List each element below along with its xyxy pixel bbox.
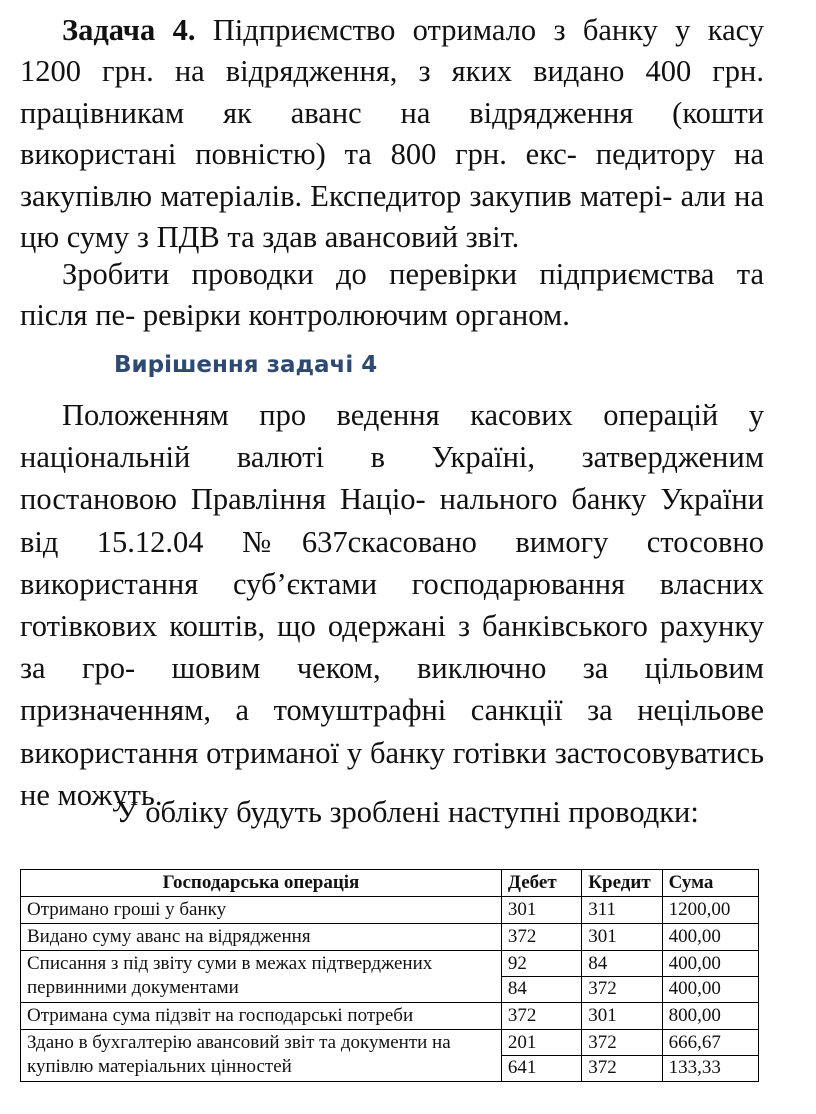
operation-cell: Списання з під звіту суми в межах підтверджених первинними документами [21,951,502,1003]
credit-cell [582,951,662,1003]
header-operation: Господарська операція [21,870,502,897]
amount-value: 400,00 [663,976,758,1001]
debit-cell: 372 [501,1003,581,1030]
operation-cell: Отримана сума підзвіт на господарські потреби [21,1003,502,1030]
task-assignment: Зробити проводки до перевірки підприємства та після пе- ревірки контролюючим органом. [20,257,764,333]
table-row [21,1030,759,1082]
debit-value: 201 [507,1032,537,1053]
table-row [21,1003,759,1030]
amount-cell [662,1030,758,1082]
solution-heading: Вирішення задачі 4 [114,352,378,378]
accounting-entries-table [20,869,759,1082]
amount-value: 133,33 [663,1055,758,1080]
task-paragraph [20,10,764,258]
credit-value: 84 [588,953,608,974]
debit-cell: 301 [501,897,581,924]
amount-cell: 1200,00 [662,897,758,924]
credit-value: 372 [582,976,661,1001]
credit-cell [582,1030,662,1082]
debit-cell [501,951,581,1003]
debit-value: 641 [502,1055,581,1080]
entries-intro: У обліку будуть зроблені наступні проводки: [116,795,699,829]
debit-value: 92 [507,953,527,974]
credit-cell: 301 [582,924,662,951]
debit-value: 84 [502,976,581,1001]
table-header-row [21,870,759,897]
header-debit: Дебет [501,870,581,897]
solution-paragraph: Положенням про ведення касових операцій у національній валюті в Україні, затвердженим постановою Правління Націо- нального банку України від 15.12.04 №637скасовано вимогу стосовно використання суб’єктами господарювання власних готівкових коштів, що одержані з банківського рахунку за гро- шовим чеком, виключно за цільовим призначенням, а томуштрафні санкції за нецільове використання отриманої у банку готівки застосовуватись не можуть. [20,398,764,812]
task-text: Підприємство отримало з банку у касу 1200 грн. на відрядження, з яких видано 400 грн. працівникам як аванс на відрядження (кошти використані повністю) та 800 грн. екс- педитору на закупівлю матеріалів. Експедитор закупив матері- али на цю суму з ПДВ та здав авансовий звіт. [20,13,764,255]
debit-cell: 372 [501,924,581,951]
amount-value: 400,00 [668,953,721,974]
credit-cell: 311 [582,897,662,924]
amount-cell: 800,00 [662,1003,758,1030]
header-amount: Сума [662,870,758,897]
amount-cell: 400,00 [662,924,758,951]
amount-cell [662,951,758,1003]
table-row [21,951,759,1003]
task-label: Задача 4. [62,13,196,47]
header-credit: Кредит [582,870,662,897]
table-row [21,897,759,924]
table-row [21,924,759,951]
credit-value: 372 [582,1055,661,1080]
credit-value: 372 [588,1032,617,1053]
operation-cell: Отримано гроші у банку [21,897,502,924]
credit-cell: 301 [582,1003,662,1030]
amount-value: 666,67 [668,1032,721,1053]
operation-cell: Здано в бухгалтерію авансовий звіт та документи на купівлю матеріальних цінностей [21,1030,502,1082]
debit-cell [501,1030,581,1082]
operation-cell: Видано суму аванс на відрядження [21,924,502,951]
